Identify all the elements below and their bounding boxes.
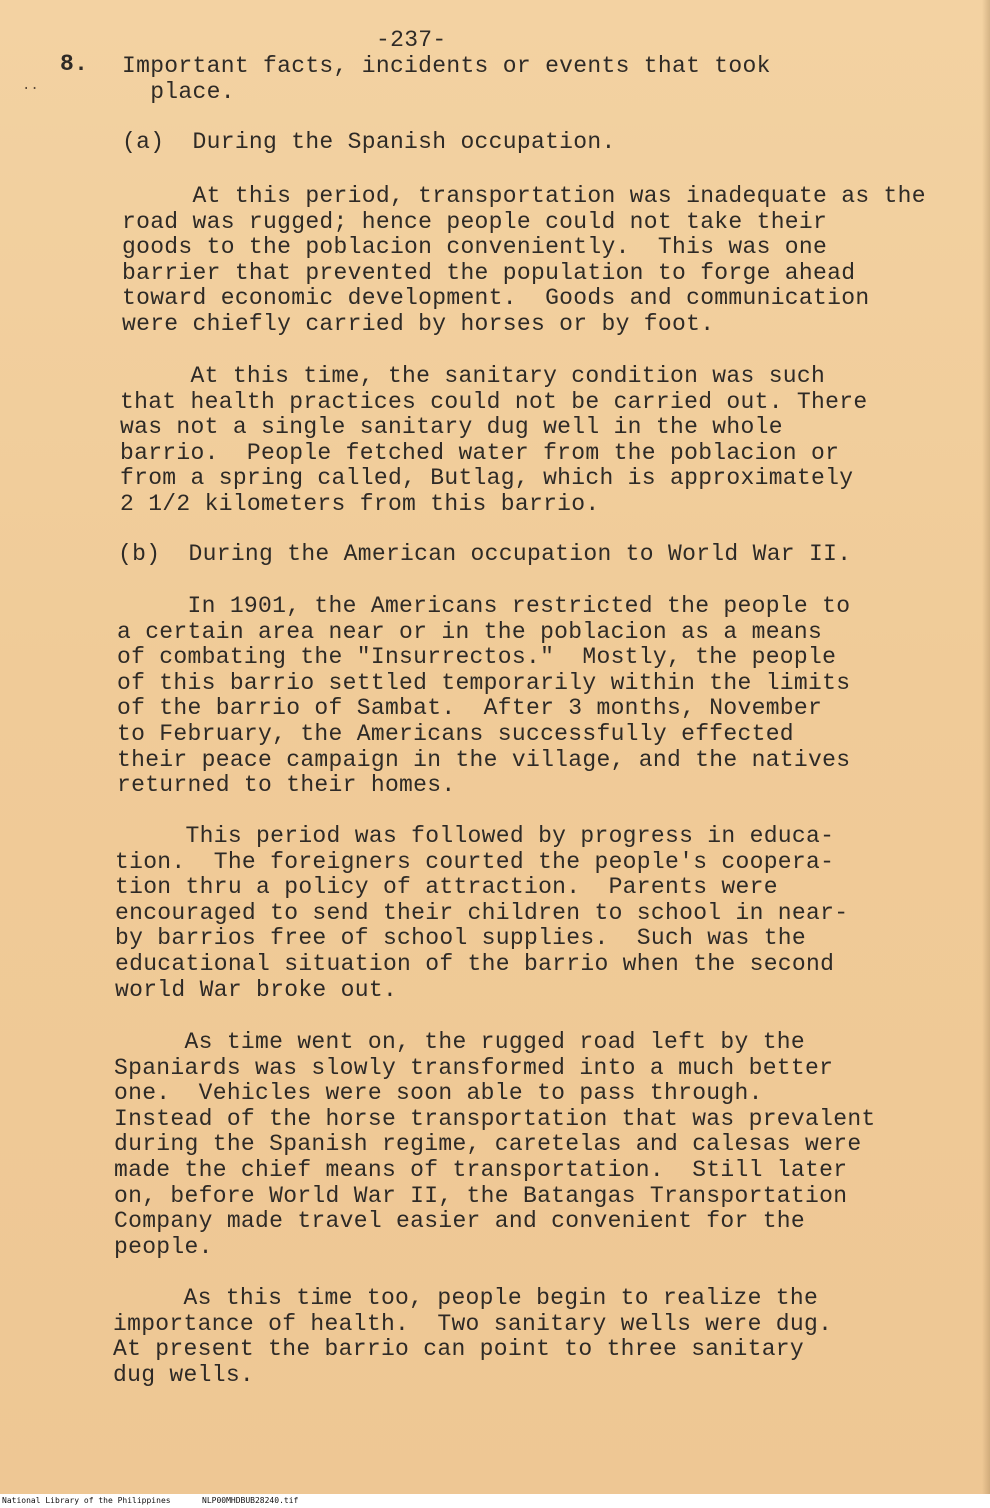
item-heading: Important facts, incidents or events that took place. <box>122 53 771 105</box>
paragraph-road-transport: As time went on, the rugged road left by the Spaniards was slowly transformed into a much better one. Vehicles were soon able to pass through. Instead of the horse transportation that was prevalent during the Spanish regime, caretelas and calesas were made the chief means of transportation. Still later on, before World War II, the Batangas Transportation Company made travel easier and convenient for the people. <box>114 1029 876 1260</box>
paragraph-sanitary-spanish: At this time, the sanitary condition was such that health practices could not be carried out. There was not a single sanitary dug well in the whole barrio. People fetched water from the poblacion or from a spring called, Butlag, which is approximately 2 1/2 kilometers from this barrio. <box>120 363 868 517</box>
page-number: -237- <box>376 27 447 53</box>
footer-institution: National Library of the Philippines <box>2 1496 171 1505</box>
paragraph-transportation-spanish: At this period, transportation was inadequate as the road was rugged; hence people could not take their goods to the poblacion conveniently. This was one barrier that prevented the population to forge ahead toward economic development. Goods and communication were chiefly carried by horses or by foot. <box>122 183 926 337</box>
section-b-heading: (b) During the American occupation to World War II. <box>118 541 852 567</box>
paragraph-american-1901: In 1901, the Americans restricted the people to a certain area near or in the poblacion as a means of combating the "Insurrectos." Mostly, the people of this barrio settled temporarily within the limits of the barrio of Sambat. After 3 months, November to February, the Americans successfully effected their peace campaign in the village, and the natives returned to their homes. <box>117 593 851 799</box>
page-edge-shadow <box>982 0 990 1508</box>
paragraph-education: This period was followed by progress in educa- tion. The foreigners courted the people's coopera- tion thru a policy of attraction. Parents were encouraged to send their children to school in near- by barrios free of school supplies. Such was the educational situation of the barrio when the second world War broke out. <box>115 823 849 1003</box>
section-a-heading: (a) During the Spanish occupation. <box>122 129 616 155</box>
item-number: 8. <box>60 51 89 77</box>
margin-mark: .. <box>22 78 39 94</box>
footer-file-name: NLP00MHDBUB28240.tif <box>202 1496 299 1505</box>
paragraph-health-wells: As this time too, people begin to realize the importance of health. Two sanitary wells were dug. At present the barrio can point to three sanitary dug wells. <box>113 1285 833 1388</box>
